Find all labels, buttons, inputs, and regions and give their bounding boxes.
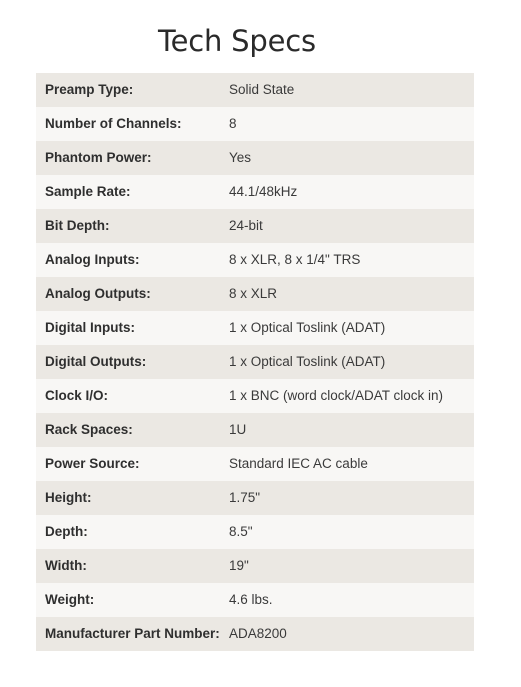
spec-row-preamp-type xyxy=(36,73,474,107)
spec-row-analog-inputs xyxy=(36,243,474,277)
spec-row-phantom-power xyxy=(36,141,474,175)
spec-row-analog-outputs xyxy=(36,277,474,311)
spec-row-rack-spaces xyxy=(36,413,474,447)
spec-value: ADA8200 xyxy=(229,617,474,651)
spec-value: 1 x Optical Toslink (ADAT) xyxy=(229,345,474,379)
spec-row-height xyxy=(36,481,474,515)
spec-value: 1 x BNC (word clock/ADAT clock in) xyxy=(229,379,474,413)
spec-label: Depth: xyxy=(36,515,229,549)
spec-row-power-source xyxy=(36,447,474,481)
spec-label: Weight: xyxy=(36,583,229,617)
spec-label: Bit Depth: xyxy=(36,209,229,243)
spec-label: Rack Spaces: xyxy=(36,413,229,447)
spec-label: Power Source: xyxy=(36,447,229,481)
spec-row-digital-outputs xyxy=(36,345,474,379)
spec-row-depth xyxy=(36,515,474,549)
spec-row-bit-depth xyxy=(36,209,474,243)
spec-label: Sample Rate: xyxy=(36,175,229,209)
spec-row-width xyxy=(36,549,474,583)
spec-value: Solid State xyxy=(229,73,474,107)
spec-label: Analog Outputs: xyxy=(36,277,229,311)
spec-value: 8 xyxy=(229,107,474,141)
spec-value: 4.6 lbs. xyxy=(229,583,474,617)
spec-label: Width: xyxy=(36,549,229,583)
spec-label: Digital Inputs: xyxy=(36,311,229,345)
tech-specs-table xyxy=(36,73,474,651)
spec-value: 19" xyxy=(229,549,474,583)
spec-value: 24-bit xyxy=(229,209,474,243)
spec-value: 8 x XLR xyxy=(229,277,474,311)
spec-label: Analog Inputs: xyxy=(36,243,229,277)
spec-row-manufacturer-part-number xyxy=(36,617,474,651)
spec-row-weight xyxy=(36,583,474,617)
spec-value: Yes xyxy=(229,141,474,175)
spec-value: 44.1/48kHz xyxy=(229,175,474,209)
spec-label: Digital Outputs: xyxy=(36,345,229,379)
spec-label: Manufacturer Part Number: xyxy=(36,617,229,651)
spec-label: Height: xyxy=(36,481,229,515)
spec-label: Preamp Type: xyxy=(36,73,229,107)
spec-value: 1U xyxy=(229,413,474,447)
spec-row-number-of-channels xyxy=(36,107,474,141)
spec-row-sample-rate xyxy=(36,175,474,209)
spec-value: 1 x Optical Toslink (ADAT) xyxy=(229,311,474,345)
spec-value: 8 x XLR, 8 x 1/4" TRS xyxy=(229,243,474,277)
page-title: Tech Specs xyxy=(158,24,316,58)
spec-label: Number of Channels: xyxy=(36,107,229,141)
spec-value: Standard IEC AC cable xyxy=(229,447,474,481)
spec-row-clock-io xyxy=(36,379,474,413)
spec-row-digital-inputs xyxy=(36,311,474,345)
spec-label: Phantom Power: xyxy=(36,141,229,175)
spec-value: 1.75" xyxy=(229,481,474,515)
spec-value: 8.5" xyxy=(229,515,474,549)
spec-label: Clock I/O: xyxy=(36,379,229,413)
